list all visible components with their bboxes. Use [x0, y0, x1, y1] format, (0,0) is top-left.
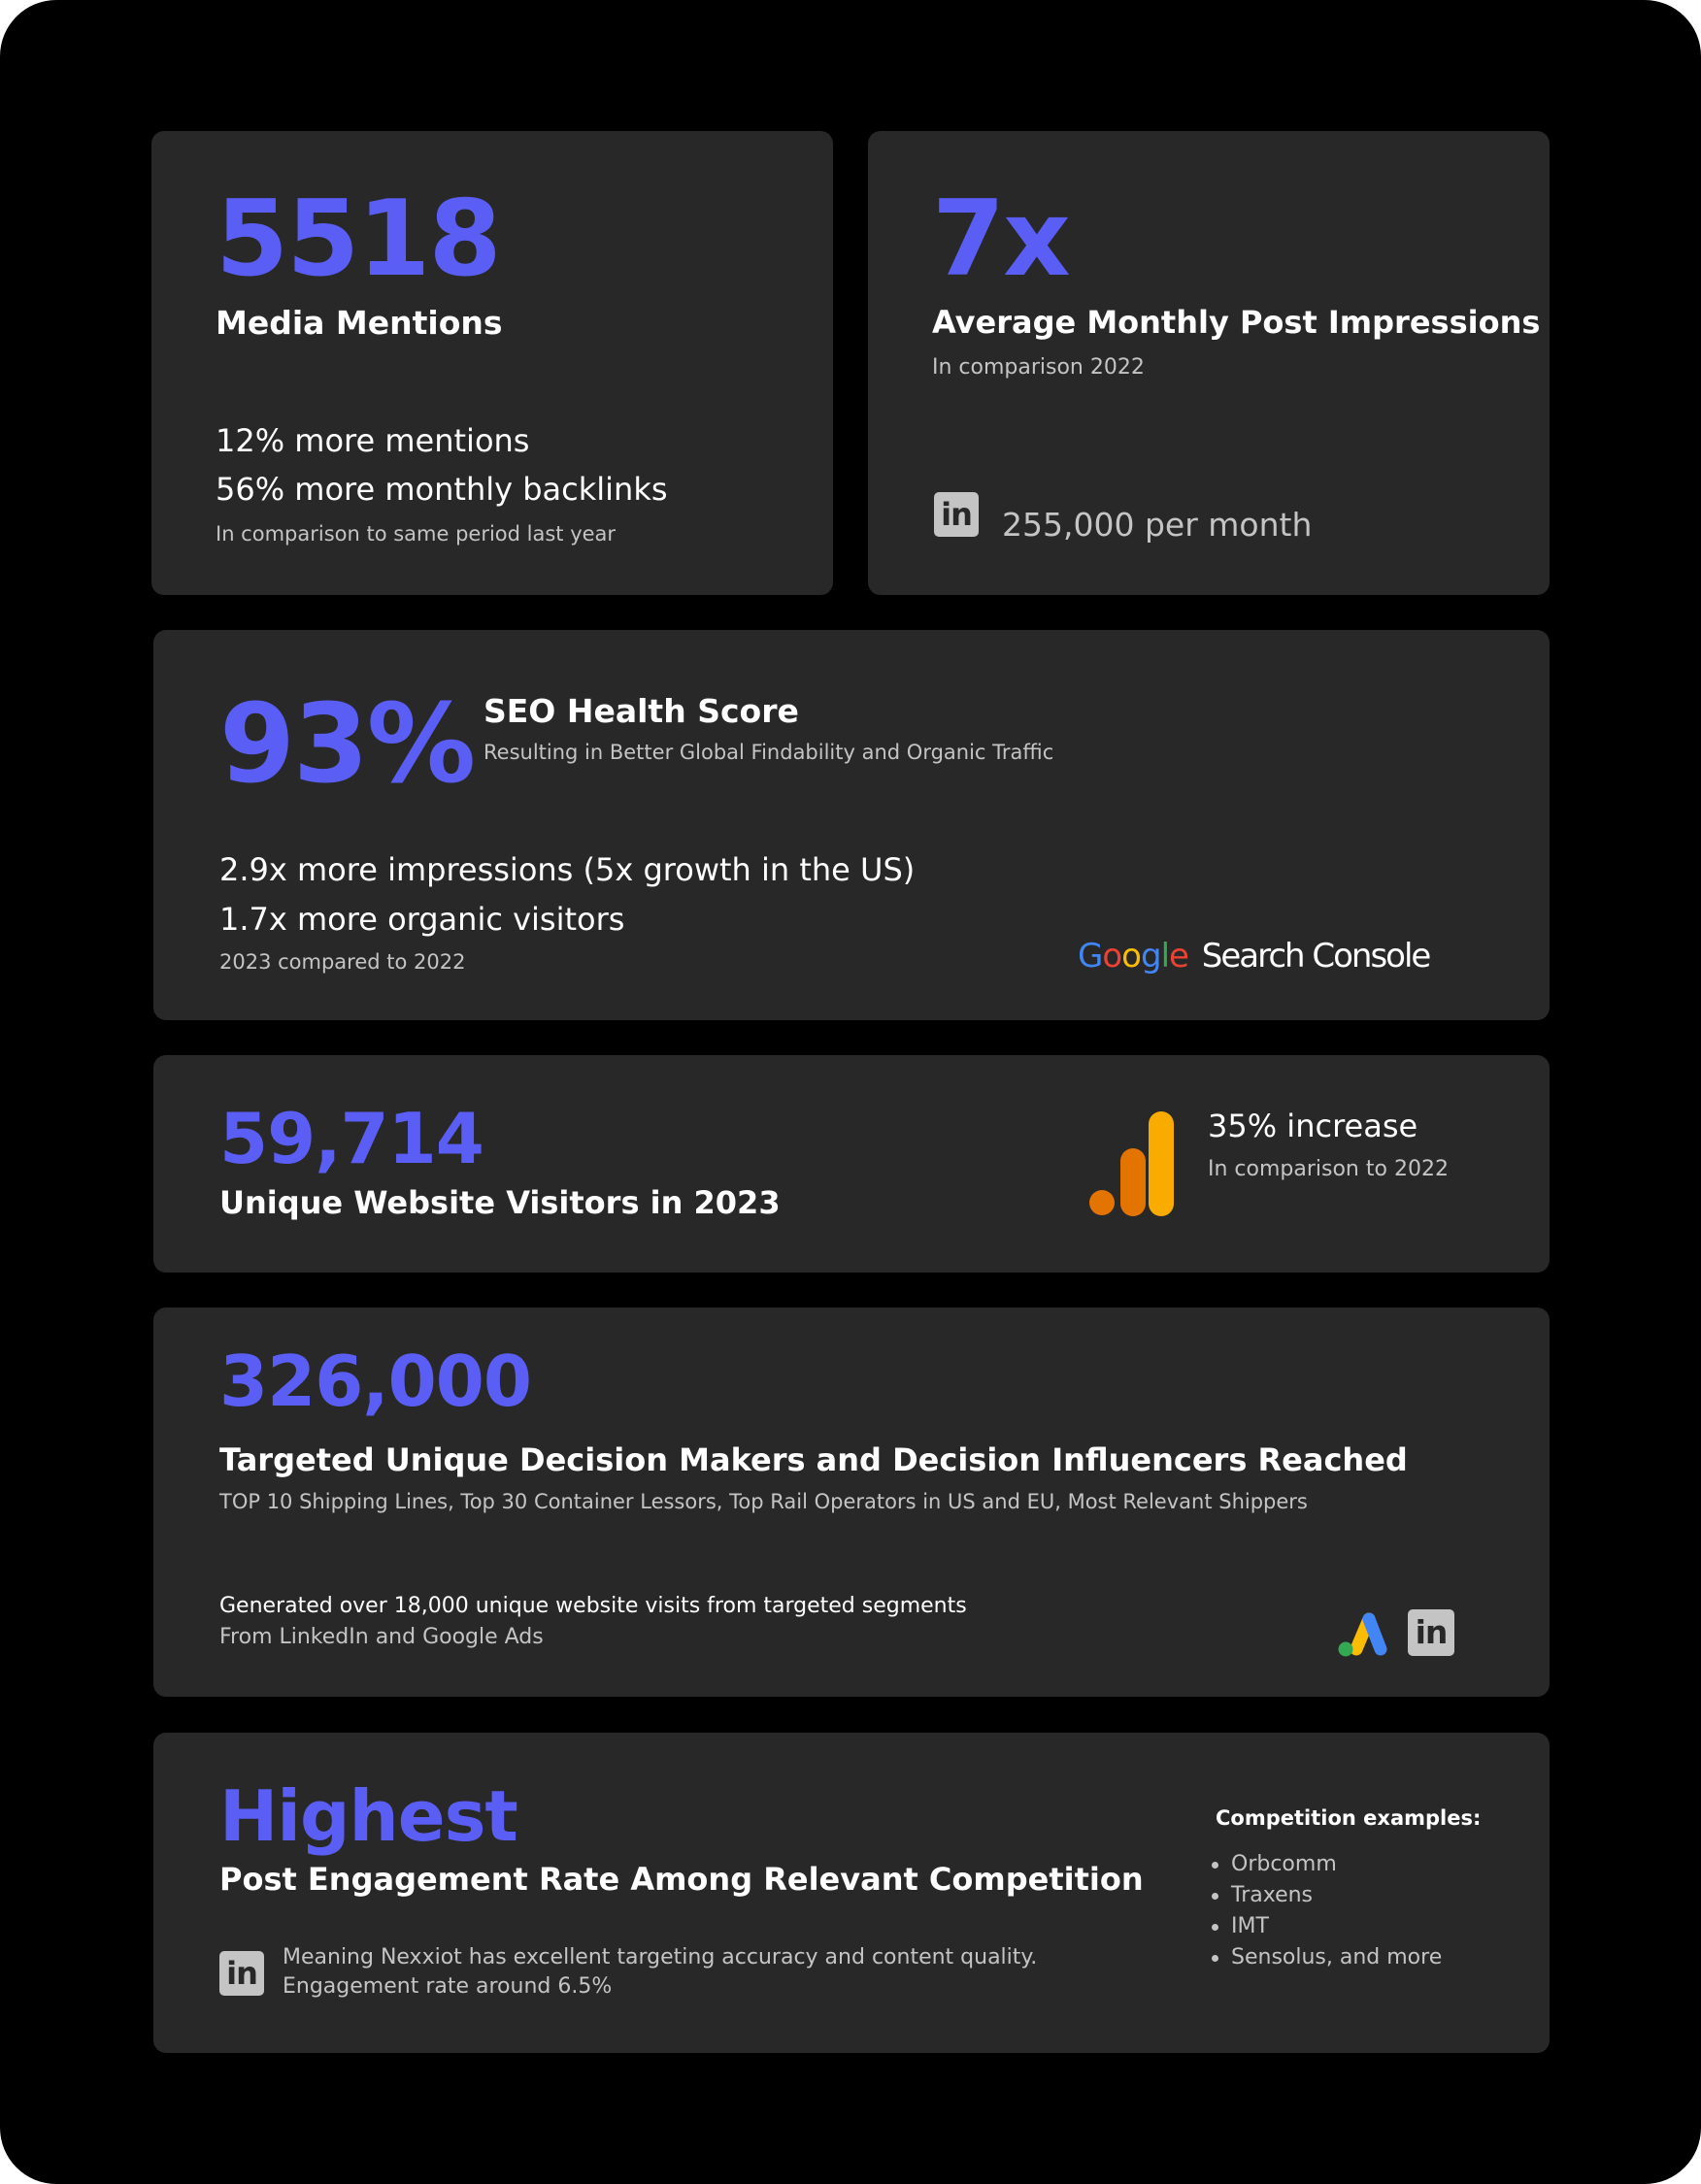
google-wordmark — [1078, 937, 1198, 976]
competitor-item: IMT — [1210, 1911, 1442, 1942]
visitors-comparison-note: In comparison to 2022 — [1208, 1157, 1449, 1181]
engagement-meaning: Meaning Nexxiot has excellent targeting accuracy and content quality. — [283, 1945, 1038, 1969]
seo-score-title: SEO Health Score — [484, 692, 799, 730]
seo-visitors-line: 1.7x more organic visitors — [219, 901, 625, 938]
seo-score-subtitle: Resulting in Better Global Findability and Organic Traffic — [484, 741, 1054, 764]
impressions-value: 7x — [932, 179, 1069, 300]
competitor-item: Orbcomm — [1210, 1849, 1442, 1880]
targeted-reach-card — [153, 1307, 1550, 1697]
seo-score-value: 93% — [219, 681, 475, 808]
visitors-increase: 35% increase — [1208, 1108, 1418, 1144]
engagement-title: Post Engagement Rate Among Relevant Competition — [219, 1861, 1144, 1898]
engagement-rate: Engagement rate around 6.5% — [283, 1974, 613, 1999]
media-mentions-title: Media Mentions — [216, 304, 503, 342]
seo-comparison-note: 2023 compared to 2022 — [219, 950, 466, 974]
mentions-increase: 12% more mentions — [216, 422, 530, 459]
competitor-item: Sensolus, and more — [1210, 1942, 1442, 1973]
google-letter: l — [1160, 937, 1170, 976]
post-impressions-card — [868, 131, 1550, 595]
backlinks-increase: 56% more monthly backlinks — [216, 471, 668, 508]
google-analytics-icon — [1089, 1109, 1177, 1218]
google-letter: o — [1102, 937, 1122, 976]
media-mentions-value: 5518 — [216, 179, 500, 300]
search-console-wordmark: Search Console — [1201, 937, 1430, 976]
website-visitors-card — [153, 1055, 1550, 1273]
visitors-title: Unique Website Visitors in 2023 — [219, 1184, 781, 1221]
competition-title: Competition examples: — [1216, 1806, 1482, 1830]
linkedin-icon: in — [1408, 1609, 1454, 1656]
linkedin-icon: in — [219, 1951, 264, 1996]
impressions-subtitle: In comparison 2022 — [932, 355, 1145, 380]
google-letter: g — [1140, 937, 1161, 976]
seo-health-card — [153, 630, 1550, 1020]
google-letter: e — [1169, 937, 1188, 976]
media-mentions-card — [151, 131, 833, 595]
targeted-sources-line: From LinkedIn and Google Ads — [219, 1625, 544, 1649]
targeted-title: Targeted Unique Decision Makers and Decision Influencers Reached — [219, 1441, 1408, 1478]
competitor-item: Traxens — [1210, 1880, 1442, 1911]
impressions-per-month: 255,000 per month — [1002, 506, 1313, 544]
media-comparison-note: In comparison to same period last year — [216, 522, 617, 546]
targeted-segments: TOP 10 Shipping Lines, Top 30 Container Lessors, Top Rail Operators in US and EU, Most Relevant Shippers — [219, 1490, 1308, 1513]
targeted-value: 326,000 — [219, 1340, 531, 1422]
targeted-visits-line: Generated over 18,000 unique website visits from targeted segments — [219, 1594, 967, 1618]
engagement-value: Highest — [219, 1775, 517, 1857]
visitors-value: 59,714 — [219, 1098, 484, 1179]
engagement-card — [153, 1733, 1550, 2053]
impressions-title: Average Monthly Post Impressions — [932, 304, 1541, 341]
google-letter: o — [1121, 937, 1141, 976]
linkedin-icon: in — [934, 492, 979, 537]
competition-list — [1210, 1849, 1442, 1973]
google-search-console-logo — [1078, 937, 1429, 976]
google-letter: G — [1078, 937, 1103, 976]
google-ads-icon — [1336, 1610, 1390, 1659]
seo-impressions-line: 2.9x more impressions (5x growth in the US) — [219, 851, 916, 888]
